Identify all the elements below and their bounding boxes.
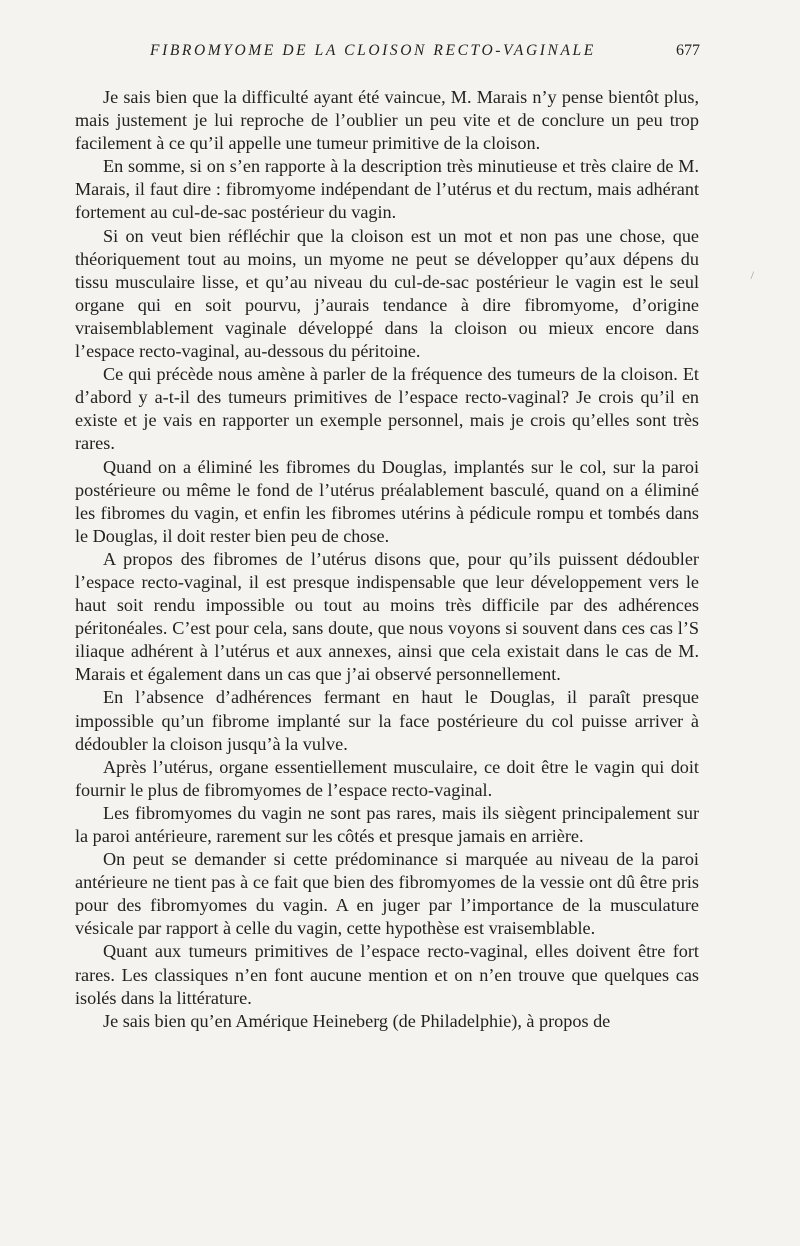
- paragraph: Les fibromyomes du vagin ne sont pas rares, mais ils siègent principalement sur la paroi antérieure, rarement sur les côtés et presque jamais en arrière.: [75, 802, 699, 846]
- margin-mark: /: [750, 268, 754, 282]
- page-number: 677: [676, 42, 700, 59]
- paragraph: En l’absence d’adhérences fermant en haut le Douglas, il paraît presque impossible qu’un fibrome implanté sur la face postérieure du col puisse arriver à dédoubler la cloison jusqu’à la vulve.: [75, 687, 699, 754]
- running-title: FIBROMYOME DE LA CLOISON RECTO-VAGINALE: [150, 42, 596, 59]
- paragraph: En somme, si on s’en rapporte à la description très minutieuse et très claire de M. Marais, il faut dire : fibromyome indépendant de l’utérus et du rectum, mais adhérant fortement au cul-de-sac postérieur du vagin.: [75, 156, 699, 223]
- paragraph: Je sais bien que la difficulté ayant été vaincue, M. Marais n’y pense bientôt plus, mais justement je lui reproche de l’oublier un peu vite et de conclure un peu trop facilement à ce qu’il appelle une tumeur primitive de la cloison.: [75, 87, 699, 154]
- paragraph: Ce qui précède nous amène à parler de la fréquence des tumeurs de la cloison. Et d’abord y a-t-il des tumeurs primitives de l’espace recto-vaginal? Je crois qu’il en existe et je vais en rapporter un exemple personnel, mais je crois qu’elles sont très rares.: [75, 364, 699, 454]
- paragraph: On peut se demander si cette prédominance si marquée au niveau de la paroi antérieure ne tient pas à ce fait que bien des fibromyomes de la vessie ont dû être pris pour des fibromyomes du vagin. A en juger par l’importance de la musculature vésicale par rapport à celle du vagin, cette hypothèse est vraisemblable.: [75, 849, 699, 939]
- paragraph: Si on veut bien réfléchir que la cloison est un mot et non pas une chose, que théoriquement tout au moins, un myome ne peut se développer qu’aux dépens du tissu musculaire lisse, et qu’au niveau du cul-de-sac postérieur le vagin est le seul organe qui en soit pourvu, j’aurais tendance à dire fibromyome, d’origine vraisemblablement vaginale développé dans la cloison ou mieux encore dans l’espace recto-vaginal, au-dessous du péritoine.: [75, 225, 699, 362]
- paragraph: Quant aux tumeurs primitives de l’espace recto-vaginal, elles doivent être fort rares. Les classiques n’en font aucune mention et on n’en trouve que quelques cas isolés dans la littérature.: [75, 941, 699, 1008]
- paragraph: A propos des fibromes de l’utérus disons que, pour qu’ils puissent dédoubler l’espace recto-vaginal, il est presque indispensable que leur développement vers le haut soit rendu impossible ou tout au moins très difficile par des adhérences péritonéales. C’est pour cela, sans doute, que nous voyons si souvent dans ces cas l’S iliaque adhérent à l’utérus et aux annexes, ainsi que cela existait dans le cas de M. Marais et également dans un cas que j’ai observé personnellement.: [75, 548, 699, 685]
- paragraph: Après l’utérus, organe essentiellement musculaire, ce doit être le vagin qui doit fournir le plus de fibromyomes de l’espace recto-vaginal.: [75, 756, 699, 800]
- body-text: [75, 86, 699, 1033]
- running-head: [150, 42, 700, 66]
- paragraph: Quand on a éliminé les fibromes du Douglas, implantés sur le col, sur la paroi postérieure ou même le fond de l’utérus préalablement basculé, quand on a éliminé les fibromes du vagin, et enfin les fibromes utérins à pédicule rompu et tombés dans le Douglas, il doit rester bien peu de chose.: [75, 456, 699, 546]
- paragraph: Je sais bien qu’en Amérique Heineberg (de Philadelphie), à propos de: [103, 1010, 611, 1031]
